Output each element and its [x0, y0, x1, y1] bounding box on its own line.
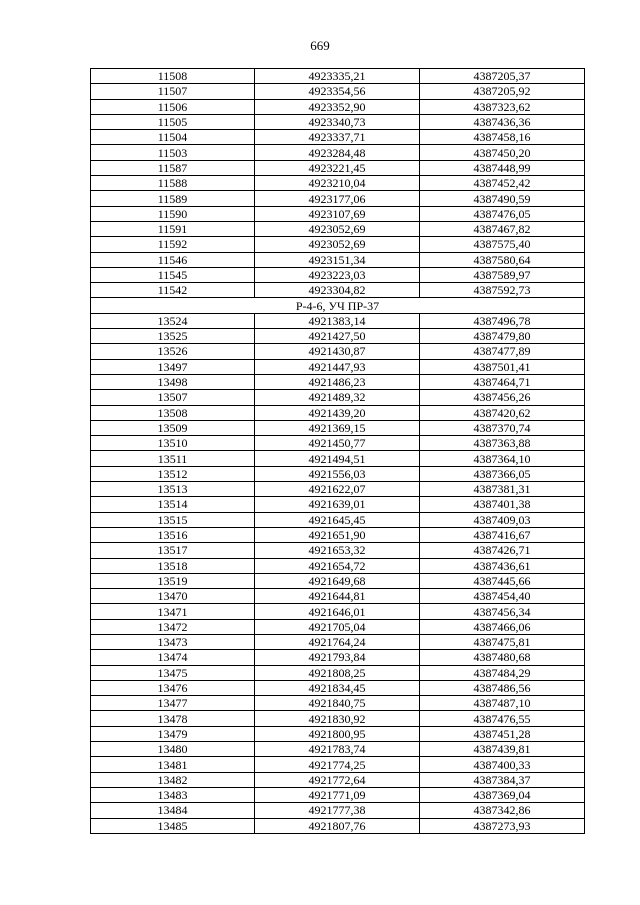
x-coordinate-cell: 4923337,71: [255, 130, 420, 145]
x-coordinate-cell: 4923352,90: [255, 99, 420, 114]
x-coordinate-cell: 4921654,72: [255, 558, 420, 573]
table-row: [91, 497, 585, 512]
point-id-cell: 13482: [91, 772, 255, 787]
section-header-row: [91, 298, 585, 313]
point-id-cell: 13510: [91, 436, 255, 451]
table-row: [91, 696, 585, 711]
point-id-cell: 13524: [91, 313, 255, 328]
point-id-cell: 13525: [91, 329, 255, 344]
x-coordinate-cell: 4921764,24: [255, 634, 420, 649]
x-coordinate-cell: 4923052,69: [255, 221, 420, 236]
y-coordinate-cell: 4387466,06: [420, 619, 585, 634]
x-coordinate-cell: 4921774,25: [255, 757, 420, 772]
point-id-cell: 13472: [91, 619, 255, 634]
table-row: [91, 589, 585, 604]
table-row: [91, 420, 585, 435]
point-id-cell: 13507: [91, 390, 255, 405]
point-id-cell: 11505: [91, 114, 255, 129]
x-coordinate-cell: 4921793,84: [255, 650, 420, 665]
x-coordinate-cell: 4921830,92: [255, 711, 420, 726]
table-row: [91, 680, 585, 695]
point-id-cell: 13471: [91, 604, 255, 619]
y-coordinate-cell: 4387589,97: [420, 267, 585, 282]
x-coordinate-cell: 4921430,87: [255, 344, 420, 359]
table-row: [91, 344, 585, 359]
page-number: 669: [310, 38, 330, 53]
x-coordinate-cell: 4921651,90: [255, 527, 420, 542]
y-coordinate-cell: 4387458,16: [420, 130, 585, 145]
point-id-cell: 13511: [91, 451, 255, 466]
table-row: [91, 114, 585, 129]
table-row: [91, 711, 585, 726]
x-coordinate-cell: 4921772,64: [255, 772, 420, 787]
point-id-cell: 11589: [91, 191, 255, 206]
table-row: [91, 818, 585, 833]
point-id-cell: 11587: [91, 160, 255, 175]
point-id-cell: 13517: [91, 543, 255, 558]
x-coordinate-cell: 4921807,76: [255, 818, 420, 833]
point-id-cell: 13512: [91, 466, 255, 481]
y-coordinate-cell: 4387409,03: [420, 512, 585, 527]
y-coordinate-cell: 4387476,55: [420, 711, 585, 726]
table-row: [91, 665, 585, 680]
y-coordinate-cell: 4387450,20: [420, 145, 585, 160]
x-coordinate-cell: 4923340,73: [255, 114, 420, 129]
x-coordinate-cell: 4921447,93: [255, 359, 420, 374]
table-row: [91, 787, 585, 802]
x-coordinate-cell: 4921800,95: [255, 726, 420, 741]
x-coordinate-cell: 4921489,32: [255, 390, 420, 405]
y-coordinate-cell: 4387477,89: [420, 344, 585, 359]
y-coordinate-cell: 4387273,93: [420, 818, 585, 833]
y-coordinate-cell: 4387420,62: [420, 405, 585, 420]
y-coordinate-cell: 4387401,38: [420, 497, 585, 512]
x-coordinate-cell: 4923151,34: [255, 252, 420, 267]
y-coordinate-cell: 4387456,34: [420, 604, 585, 619]
table-row: [91, 359, 585, 374]
point-id-cell: 13473: [91, 634, 255, 649]
y-coordinate-cell: 4387436,36: [420, 114, 585, 129]
table-row: [91, 604, 585, 619]
x-coordinate-cell: 4921486,23: [255, 374, 420, 389]
point-id-cell: 13475: [91, 665, 255, 680]
point-id-cell: 11590: [91, 206, 255, 221]
y-coordinate-cell: 4387366,05: [420, 466, 585, 481]
x-coordinate-cell: 4923354,56: [255, 84, 420, 99]
point-id-cell: 13474: [91, 650, 255, 665]
y-coordinate-cell: 4387580,64: [420, 252, 585, 267]
table-row: [91, 634, 585, 649]
table-row: [91, 206, 585, 221]
table-row: [91, 573, 585, 588]
point-id-cell: 11545: [91, 267, 255, 282]
point-id-cell: 11592: [91, 237, 255, 252]
coordinates-table: [90, 68, 585, 834]
table-row: [91, 482, 585, 497]
point-id-cell: 13508: [91, 405, 255, 420]
y-coordinate-cell: 4387592,73: [420, 283, 585, 298]
x-coordinate-cell: 4921427,50: [255, 329, 420, 344]
table-row: [91, 237, 585, 252]
y-coordinate-cell: 4387323,62: [420, 99, 585, 114]
x-coordinate-cell: 4921556,03: [255, 466, 420, 481]
x-coordinate-cell: 4921639,01: [255, 497, 420, 512]
point-id-cell: 13526: [91, 344, 255, 359]
point-id-cell: 13479: [91, 726, 255, 741]
x-coordinate-cell: 4921705,04: [255, 619, 420, 634]
x-coordinate-cell: 4923221,45: [255, 160, 420, 175]
point-id-cell: 13480: [91, 742, 255, 757]
y-coordinate-cell: 4387400,33: [420, 757, 585, 772]
y-coordinate-cell: 4387445,66: [420, 573, 585, 588]
point-id-cell: 13509: [91, 420, 255, 435]
x-coordinate-cell: 4923223,03: [255, 267, 420, 282]
x-coordinate-cell: 4921622,07: [255, 482, 420, 497]
point-id-cell: 13477: [91, 696, 255, 711]
point-id-cell: 13516: [91, 527, 255, 542]
table-row: [91, 466, 585, 481]
x-coordinate-cell: 4923107,69: [255, 206, 420, 221]
y-coordinate-cell: 4387205,37: [420, 69, 585, 84]
point-id-cell: 11503: [91, 145, 255, 160]
y-coordinate-cell: 4387369,04: [420, 787, 585, 802]
table-row: [91, 527, 585, 542]
y-coordinate-cell: 4387436,61: [420, 558, 585, 573]
point-id-cell: 11588: [91, 176, 255, 191]
y-coordinate-cell: 4387381,31: [420, 482, 585, 497]
y-coordinate-cell: 4387501,41: [420, 359, 585, 374]
table-row: [91, 191, 585, 206]
point-id-cell: 11504: [91, 130, 255, 145]
y-coordinate-cell: 4387484,29: [420, 665, 585, 680]
point-id-cell: 11508: [91, 69, 255, 84]
x-coordinate-cell: 4921649,68: [255, 573, 420, 588]
point-id-cell: 13478: [91, 711, 255, 726]
table-row: [91, 252, 585, 267]
x-coordinate-cell: 4923210,04: [255, 176, 420, 191]
table-row: [91, 803, 585, 818]
x-coordinate-cell: 4921808,25: [255, 665, 420, 680]
x-coordinate-cell: 4921646,01: [255, 604, 420, 619]
y-coordinate-cell: 4387426,71: [420, 543, 585, 558]
x-coordinate-cell: 4923335,21: [255, 69, 420, 84]
y-coordinate-cell: 4387467,82: [420, 221, 585, 236]
coordinates-table-body: [91, 69, 585, 834]
y-coordinate-cell: 4387575,40: [420, 237, 585, 252]
table-row: [91, 558, 585, 573]
section-title: Р-4-6, УЧ ПР-37: [91, 298, 585, 313]
point-id-cell: 13515: [91, 512, 255, 527]
table-row: [91, 313, 585, 328]
y-coordinate-cell: 4387452,42: [420, 176, 585, 191]
y-coordinate-cell: 4387364,10: [420, 451, 585, 466]
y-coordinate-cell: 4387476,05: [420, 206, 585, 221]
table-row: [91, 757, 585, 772]
table-row: [91, 619, 585, 634]
table-row: [91, 742, 585, 757]
table-row: [91, 267, 585, 282]
point-id-cell: 13514: [91, 497, 255, 512]
table-row: [91, 221, 585, 236]
y-coordinate-cell: 4387370,74: [420, 420, 585, 435]
table-row: [91, 69, 585, 84]
point-id-cell: 11507: [91, 84, 255, 99]
table-row: [91, 405, 585, 420]
y-coordinate-cell: 4387451,28: [420, 726, 585, 741]
table-row: [91, 436, 585, 451]
table-row: [91, 99, 585, 114]
x-coordinate-cell: 4923052,69: [255, 237, 420, 252]
table-row: [91, 772, 585, 787]
x-coordinate-cell: 4921644,81: [255, 589, 420, 604]
x-coordinate-cell: 4921450,77: [255, 436, 420, 451]
y-coordinate-cell: 4387448,99: [420, 160, 585, 175]
x-coordinate-cell: 4921369,15: [255, 420, 420, 435]
y-coordinate-cell: 4387342,86: [420, 803, 585, 818]
y-coordinate-cell: 4387486,56: [420, 680, 585, 695]
table-row: [91, 512, 585, 527]
y-coordinate-cell: 4387490,59: [420, 191, 585, 206]
table-row: [91, 130, 585, 145]
table-row: [91, 176, 585, 191]
x-coordinate-cell: 4923177,06: [255, 191, 420, 206]
x-coordinate-cell: 4921840,75: [255, 696, 420, 711]
table-row: [91, 390, 585, 405]
point-id-cell: 13498: [91, 374, 255, 389]
point-id-cell: 13518: [91, 558, 255, 573]
y-coordinate-cell: 4387384,37: [420, 772, 585, 787]
y-coordinate-cell: 4387480,68: [420, 650, 585, 665]
x-coordinate-cell: 4921771,09: [255, 787, 420, 802]
table-row: [91, 650, 585, 665]
point-id-cell: 11591: [91, 221, 255, 236]
y-coordinate-cell: 4387479,80: [420, 329, 585, 344]
y-coordinate-cell: 4387487,10: [420, 696, 585, 711]
table-row: [91, 329, 585, 344]
point-id-cell: 13519: [91, 573, 255, 588]
x-coordinate-cell: 4921834,45: [255, 680, 420, 695]
point-id-cell: 13485: [91, 818, 255, 833]
y-coordinate-cell: 4387456,26: [420, 390, 585, 405]
point-id-cell: 11506: [91, 99, 255, 114]
table-row: [91, 451, 585, 466]
x-coordinate-cell: 4921439,20: [255, 405, 420, 420]
point-id-cell: 13476: [91, 680, 255, 695]
point-id-cell: 11546: [91, 252, 255, 267]
x-coordinate-cell: 4921383,14: [255, 313, 420, 328]
table-row: [91, 283, 585, 298]
y-coordinate-cell: 4387464,71: [420, 374, 585, 389]
point-id-cell: 13484: [91, 803, 255, 818]
point-id-cell: 11542: [91, 283, 255, 298]
x-coordinate-cell: 4923284,48: [255, 145, 420, 160]
point-id-cell: 13481: [91, 757, 255, 772]
y-coordinate-cell: 4387205,92: [420, 84, 585, 99]
point-id-cell: 13497: [91, 359, 255, 374]
x-coordinate-cell: 4921645,45: [255, 512, 420, 527]
table-row: [91, 543, 585, 558]
table-row: [91, 84, 585, 99]
point-id-cell: 13513: [91, 482, 255, 497]
x-coordinate-cell: 4921494,51: [255, 451, 420, 466]
y-coordinate-cell: 4387439,81: [420, 742, 585, 757]
table-row: [91, 726, 585, 741]
x-coordinate-cell: 4921783,74: [255, 742, 420, 757]
point-id-cell: 13483: [91, 787, 255, 802]
y-coordinate-cell: 4387416,67: [420, 527, 585, 542]
table-row: [91, 160, 585, 175]
x-coordinate-cell: 4923304,82: [255, 283, 420, 298]
table-row: [91, 145, 585, 160]
x-coordinate-cell: 4921777,38: [255, 803, 420, 818]
x-coordinate-cell: 4921653,32: [255, 543, 420, 558]
y-coordinate-cell: 4387475,81: [420, 634, 585, 649]
point-id-cell: 13470: [91, 589, 255, 604]
y-coordinate-cell: 4387496,78: [420, 313, 585, 328]
y-coordinate-cell: 4387363,88: [420, 436, 585, 451]
table-row: [91, 374, 585, 389]
y-coordinate-cell: 4387454,40: [420, 589, 585, 604]
